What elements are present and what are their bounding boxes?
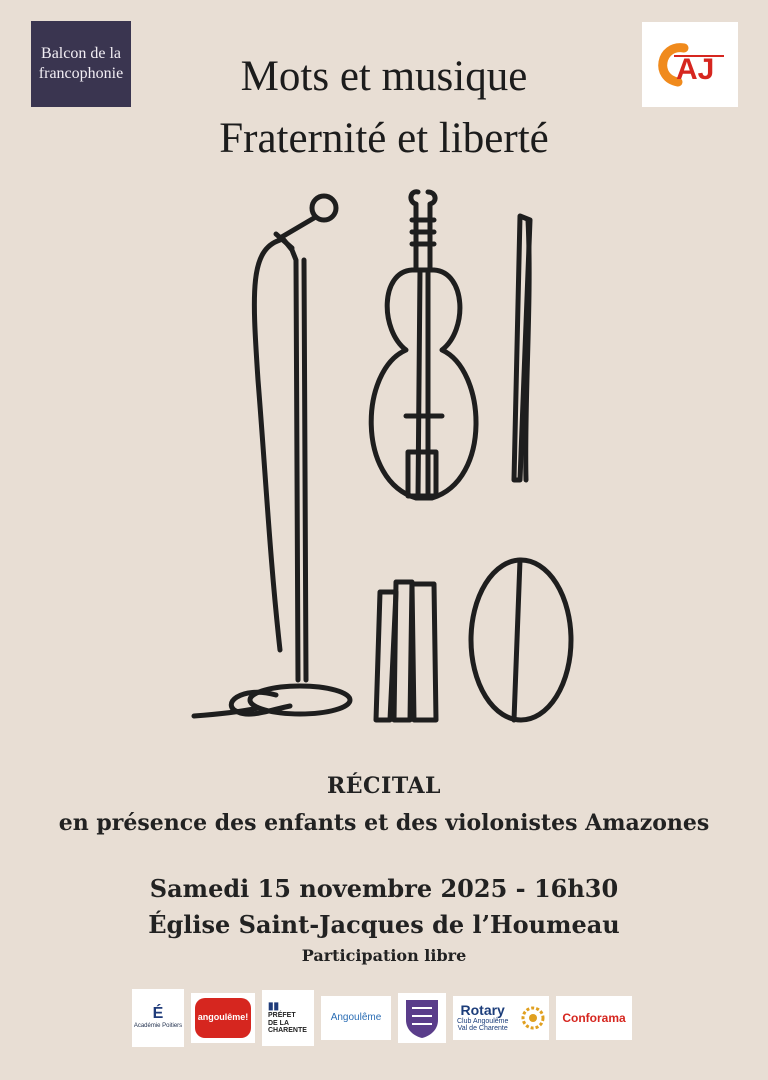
sponsor-logos	[132, 990, 652, 1046]
bow-icon	[514, 216, 530, 480]
prefet-logo-line-1: PRÉFET	[268, 1012, 296, 1020]
conforama-logo-text: Conforama	[562, 1010, 626, 1025]
crest-logo	[398, 993, 446, 1043]
badge-line-2: francophonie	[38, 65, 124, 82]
rotary-logo-sub-1: Club Angoulême	[457, 1018, 509, 1025]
instruments-illustration	[180, 180, 600, 740]
academie-logo-text: Académie Poitiers	[133, 1023, 183, 1030]
conforama-logo	[556, 996, 632, 1040]
prefet-logo-line-3: CHARENTE	[268, 1026, 307, 1034]
academie-logo: É Académie Poitiers	[132, 989, 184, 1047]
angouleme-city-logo	[321, 996, 391, 1040]
oval-icon	[471, 560, 571, 720]
angouleme-red-logo-text: angoulême!	[197, 1012, 249, 1023]
books-icon	[376, 582, 436, 720]
violin-icon	[371, 192, 476, 498]
rotary-logo-title: Rotary	[460, 1002, 505, 1019]
prefet-logo: ▮▮ PRÉFET DE LA CHARENTE	[262, 990, 314, 1046]
recital-subheading: en présence des enfants et des violonistes Amazones	[58, 810, 710, 836]
event-date-time: Samedi 15 novembre 2025 - 16h30	[149, 874, 619, 903]
rotary-logo	[453, 996, 549, 1040]
poster-title-line-1: Mots et musique	[240, 53, 528, 100]
microphone-icon	[194, 196, 350, 716]
angouleme-city-logo-text: Angoulême	[330, 1011, 382, 1023]
event-admission: Participation libre	[301, 946, 467, 965]
prefet-logo-line-2: DE LA	[268, 1019, 289, 1027]
angouleme-red-logo	[191, 993, 255, 1043]
event-venue: Église Saint-Jacques de l’Houmeau	[148, 910, 620, 939]
poster-title-line-2: Fraternité et liberté	[219, 115, 549, 162]
badge-line-1: Balcon de la	[41, 45, 121, 62]
rotary-logo-sub-2: Val de Charente	[457, 1025, 508, 1033]
caj-logo-text: AJ	[676, 52, 715, 86]
recital-heading: RÉCITAL	[326, 773, 442, 799]
rotary-wheel-icon	[521, 1006, 545, 1030]
